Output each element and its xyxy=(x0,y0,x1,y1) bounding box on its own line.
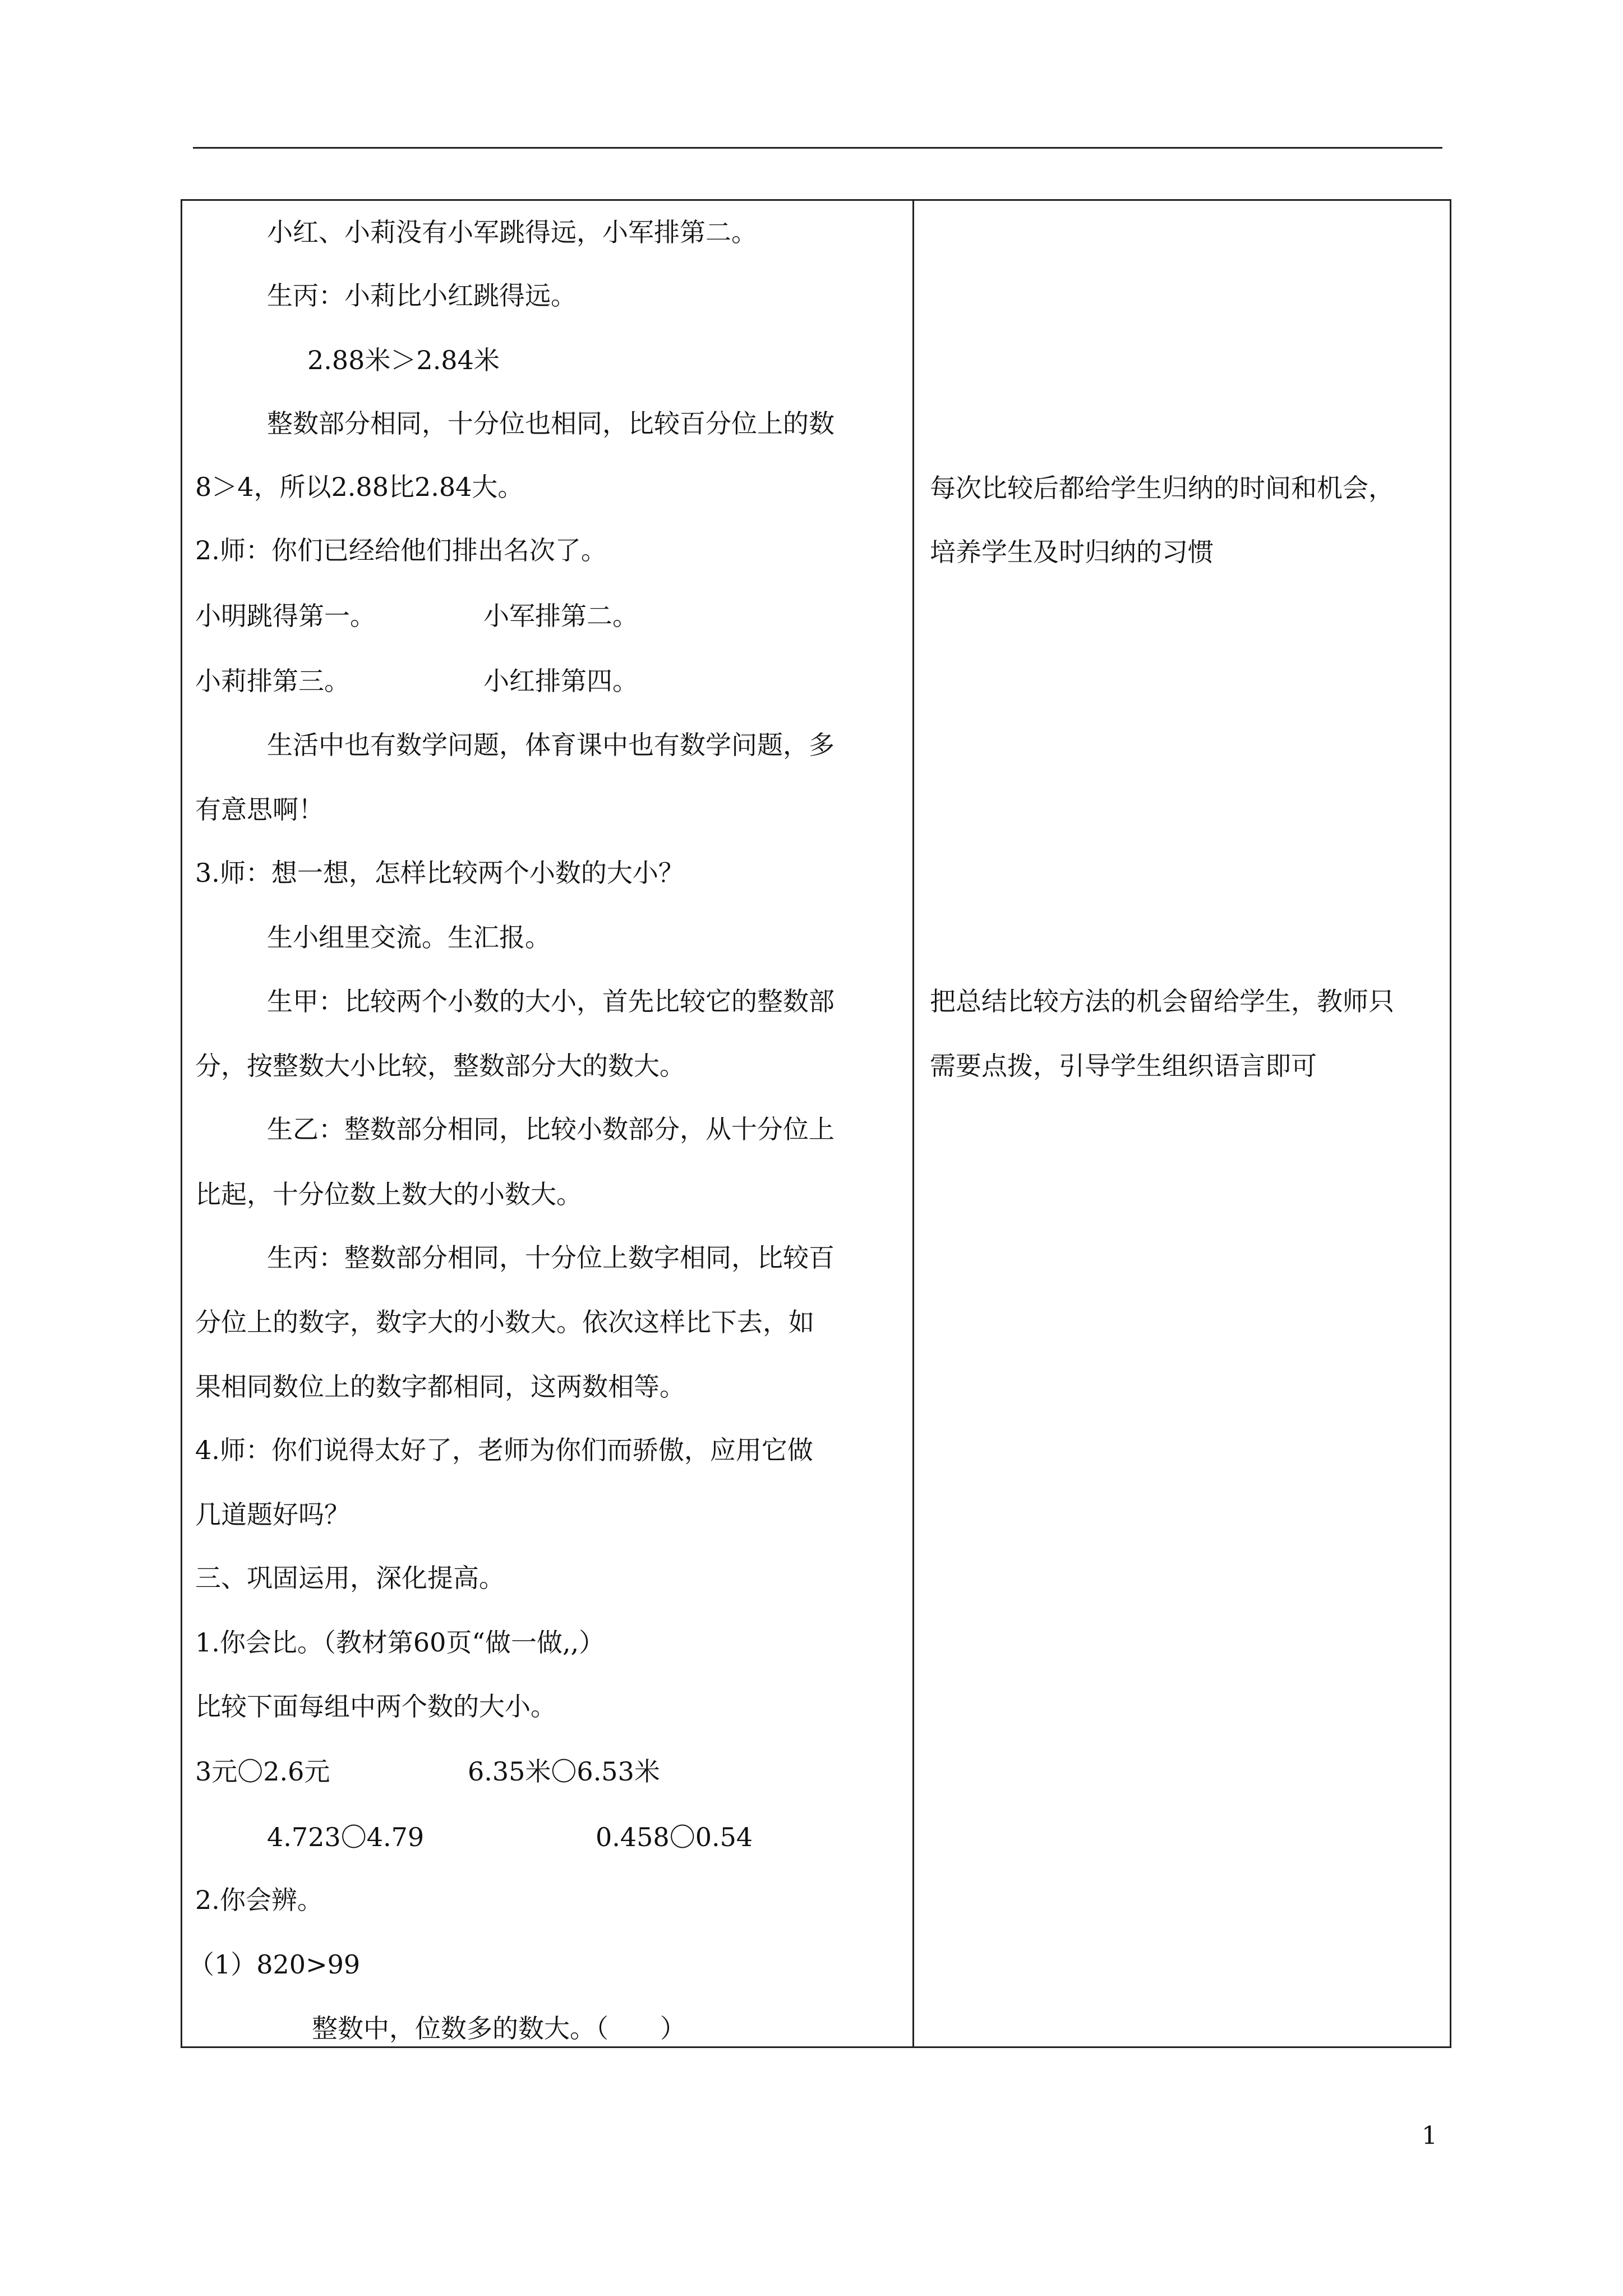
header-rule xyxy=(193,147,1442,149)
main-line: 2.师：你们已经给他们排出名次了。 xyxy=(195,535,607,565)
main-line: 几道题好吗？ xyxy=(195,1499,350,1530)
side-note-line: 每次比较后都给学生归纳的时间和机会， xyxy=(930,473,1394,503)
side-note-line: 把总结比较方法的机会留给学生，教师只 xyxy=(930,986,1394,1016)
main-line: 有意思啊！ xyxy=(195,794,324,825)
main-line: 比较下面每组中两个数的大小。 xyxy=(195,1691,556,1722)
main-line: 6.35米〇6.53米 xyxy=(468,1756,660,1787)
main-line: 2.88米＞2.84米 xyxy=(307,345,500,375)
main-line: 0.458〇0.54 xyxy=(596,1822,753,1852)
main-line: 比起，十分位数上数大的小数大。 xyxy=(195,1179,582,1209)
main-line: 果相同数位上的数字都相同，这两数相等。 xyxy=(195,1372,685,1402)
main-line: 小莉排第三。 xyxy=(195,666,350,696)
main-line: 小军排第二。 xyxy=(483,601,638,631)
main-line: 生甲：比较两个小数的大小，首先比较它的整数部 xyxy=(267,986,834,1016)
main-line: 生丙：整数部分相同，十分位上数字相同，比较百 xyxy=(267,1243,834,1273)
main-line: 8＞4，所以2.88比2.84大。 xyxy=(195,472,524,502)
side-note-line: 需要点拨，引导学生组织语言即可 xyxy=(930,1051,1317,1081)
main-line: 生丙：小莉比小红跳得远。 xyxy=(267,280,577,311)
main-line: 2.你会辨。 xyxy=(195,1885,323,1915)
main-line: 3元〇2.6元 xyxy=(195,1756,330,1787)
main-line: 分位上的数字，数字大的小数大。依次这样比下去，如 xyxy=(195,1307,814,1337)
main-line: 4.723〇4.79 xyxy=(267,1822,425,1852)
main-line: 生活中也有数学问题，体育课中也有数学问题，多 xyxy=(267,730,834,760)
main-line: 整数中，位数多的数大。（ ） xyxy=(312,2013,686,2044)
column-divider xyxy=(912,201,914,2046)
main-line: （1）820>99 xyxy=(188,1949,361,1980)
main-line: 三、巩固运用，深化提高。 xyxy=(195,1563,505,1593)
main-line: 整数部分相同，十分位也相同，比较百分位上的数 xyxy=(267,408,834,439)
main-line: 生小组里交流。生汇报。 xyxy=(267,922,551,953)
main-line: 3.师：想一想，怎样比较两个小数的大小？ xyxy=(195,858,684,888)
main-line: 4.师：你们说得太好了，老师为你们而骄傲，应用它做 xyxy=(195,1435,813,1465)
main-line: 分，按整数大小比较，整数部分大的数大。 xyxy=(195,1051,685,1081)
main-line: 1.你会比。（教材第60页“做一做,,） xyxy=(195,1627,605,1658)
main-line: 小红、小莉没有小军跳得远，小军排第二。 xyxy=(267,217,757,247)
main-line: 小红排第四。 xyxy=(483,666,638,696)
side-note-line: 培养学生及时归纳的习惯 xyxy=(930,537,1214,567)
page-number: 1 xyxy=(1422,2122,1437,2150)
main-line: 小明跳得第一。 xyxy=(195,601,376,631)
main-line: 生乙：整数部分相同，比较小数部分，从十分位上 xyxy=(267,1114,834,1144)
